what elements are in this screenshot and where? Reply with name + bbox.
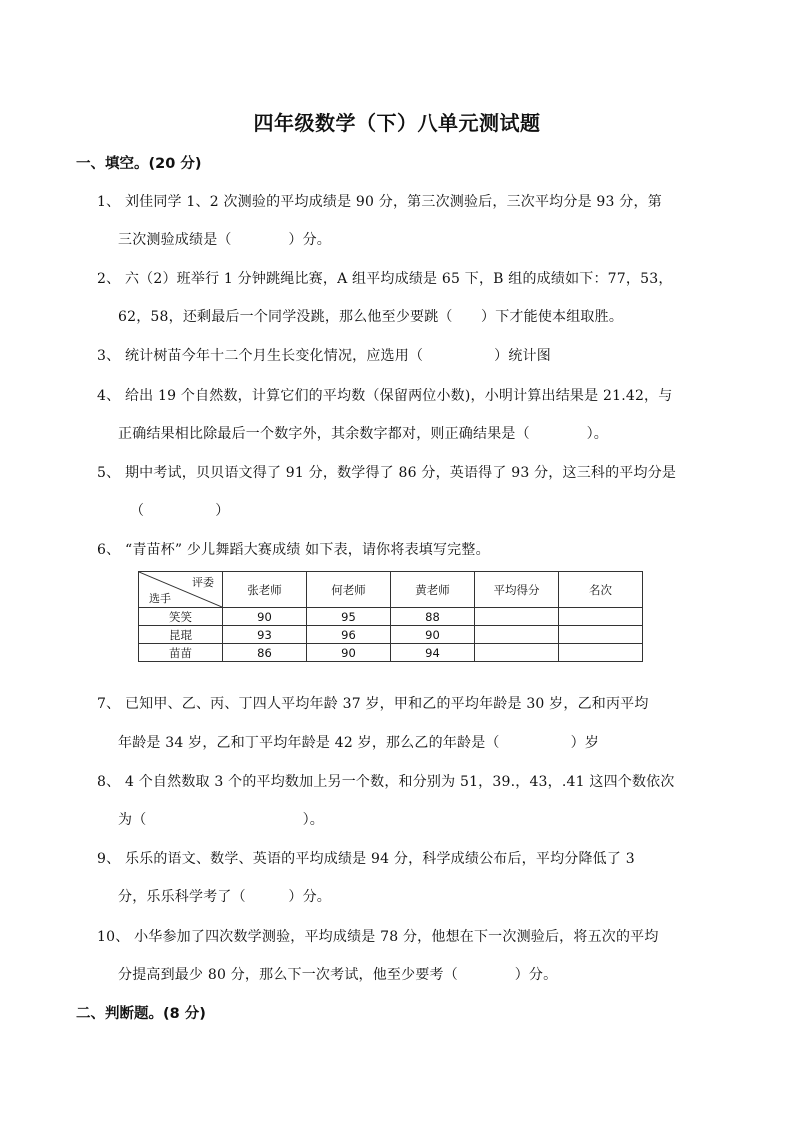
question-9-line-2: 分，乐乐科学考了（ ）分。: [118, 889, 331, 905]
score-cell: 90: [391, 626, 475, 644]
question-8-line-2: 为（ ）。: [118, 812, 324, 828]
average-cell: [475, 644, 559, 662]
score-cell: 88: [391, 608, 475, 626]
score-cell: 94: [391, 644, 475, 662]
contestant-name: 笑笑: [139, 608, 223, 626]
contestant-name: 昆琨: [139, 626, 223, 644]
question-1-line-1: 1、 刘佳同学 1、2 次测验的平均成绩是 90 分，第三次测验后，三次平均分是 93 分，第: [97, 194, 662, 210]
page-title: 四年级数学（下）八单元测试题: [253, 111, 541, 135]
table-header-cell: 何老师: [307, 572, 391, 608]
question-5-line-1: 5、 期中考试，贝贝语文得了 91 分，数学得了 86 分，英语得了 93 分，这三科的平均分是: [97, 465, 677, 481]
corner-contestants-label: 选手: [149, 592, 171, 605]
question-4-line-1: 4、 给出 19 个自然数，计算它们的平均数（保留两位小数)，小明计算出结果是 21.42，与: [97, 388, 673, 404]
table-header-cell: 黄老师: [391, 572, 475, 608]
question-3: 3、 统计树苗今年十二个月生长变化情况，应选用（ ）统计图: [97, 348, 551, 364]
rank-cell: [559, 608, 643, 626]
table-corner-cell: [139, 572, 223, 608]
question-10-line-1: 10、 小华参加了四次数学测验，平均成绩是 78 分，他想在下一次测验后，将五次的平均: [97, 929, 659, 945]
question-7-line-2: 年龄是 34 岁，乙和丁平均年龄是 42 岁，那么乙的年龄是（ ）岁: [118, 735, 600, 751]
score-cell: 90: [307, 644, 391, 662]
table-row: [139, 626, 643, 644]
score-cell: 90: [223, 608, 307, 626]
question-10-line-2: 分提高到最少 80 分，那么下一次考试，他至少要考（ ）分。: [118, 967, 558, 983]
question-6: 6、 “青苗杯” 少儿舞蹈大赛成绩 如下表，请你将表填写完整。: [97, 542, 490, 558]
question-8-line-1: 8、 4 个自然数取 3 个的平均数加上另一个数，和分别为 51，39.，43，.41 这四个数依次: [97, 774, 675, 790]
score-cell: 93: [223, 626, 307, 644]
score-cell: 86: [223, 644, 307, 662]
table-row: [139, 608, 643, 626]
table-header-cell: 平均得分: [475, 572, 559, 608]
score-cell: 95: [307, 608, 391, 626]
corner-judges-label: 评委: [192, 576, 214, 589]
question-5-line-2: （ ）: [130, 503, 230, 519]
score-table: [138, 571, 643, 662]
table-header-cell: 名次: [559, 572, 643, 608]
question-2-line-1: 2、 六（2）班举行 1 分钟跳绳比赛，A 组平均成绩是 65 下，B 组的成绩如下：77，53，: [97, 271, 673, 287]
section-fill-blank-heading: 一、填空。(20 分): [76, 156, 202, 172]
contestant-name: 苗苗: [139, 644, 223, 662]
question-9-line-1: 9、 乐乐的语文、数学、英语的平均成绩是 94 分，科学成绩公布后，平均分降低了 3: [97, 851, 635, 867]
table-header-row: [139, 572, 643, 608]
table-header-cell: 张老师: [223, 572, 307, 608]
question-4-line-2: 正确结果相比除最后一个数字外，其余数字都对，则正确结果是（ ）。: [118, 426, 608, 442]
rank-cell: [559, 644, 643, 662]
score-cell: 96: [307, 626, 391, 644]
section-true-false-heading: 二、判断题。(8 分): [76, 1006, 206, 1022]
question-2-line-2: 62，58，还剩最后一个同学没跳，那么他至少要跳（ ）下才能使本组取胜。: [118, 309, 624, 325]
rank-cell: [559, 626, 643, 644]
average-cell: [475, 626, 559, 644]
table-row: [139, 644, 643, 662]
question-1-line-2: 三次测验成绩是（ ）分。: [118, 232, 331, 248]
question-7-line-1: 7、 已知甲、乙、丙、丁四人平均年龄 37 岁，甲和乙的平均年龄是 30 岁，乙和丙平均: [97, 696, 649, 712]
average-cell: [475, 608, 559, 626]
